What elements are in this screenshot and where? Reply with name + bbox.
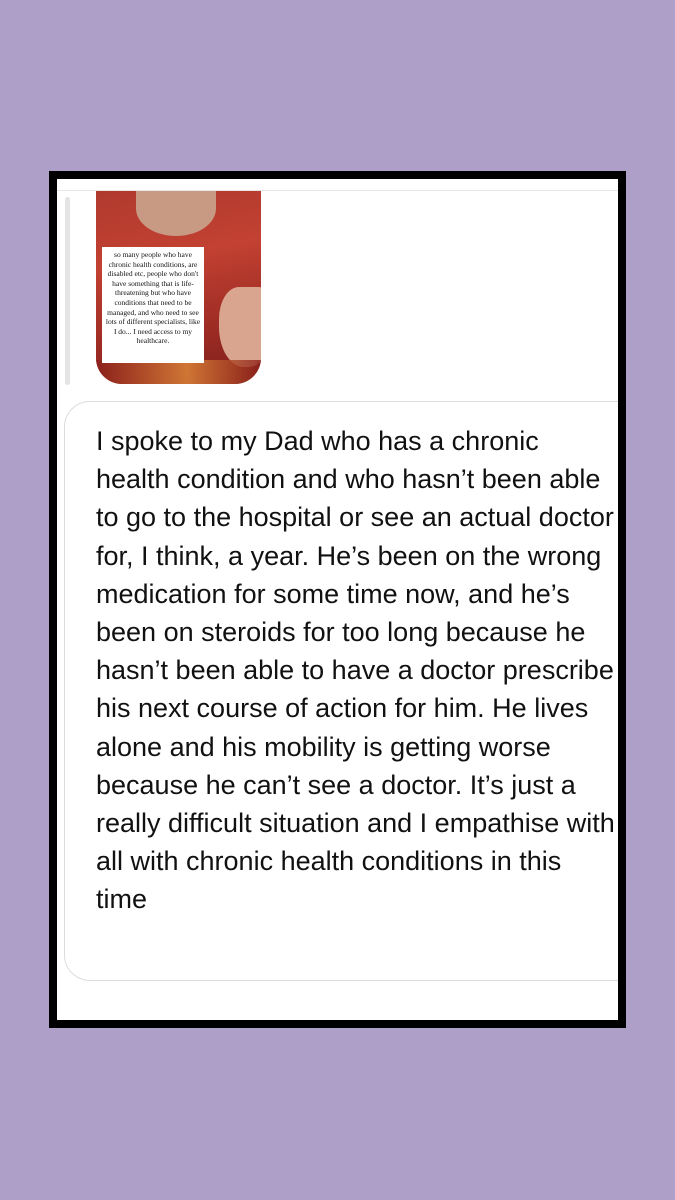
screenshot-frame [49,171,626,1028]
story-caption-text: so many people who have chronic health conditions, are disabled etc, people who don't have something that is life-threatening but who have conditions that need to be managed, and who need to see lots of different specialists, like I do... I need access to my healthcare. [102,247,204,363]
message-text: I spoke to my Dad who has a chronic health condition and who hasn’t been able to go to the hospital or see an actual doctor for, I think, a year. He’s been on the wrong medication for some time now, and he’s been on steroids for too long because he hasn’t been able to have a doctor prescribe his next course of action for him. He lives alone and his mobility is getting worse because he can’t see a doctor. It’s just a really difficult situation and I empathise with all with chronic health conditions in this time [96,426,615,915]
reply-indicator-bar [65,197,70,385]
story-reply-thumbnail[interactable] [96,191,261,384]
dm-conversation-view [57,179,618,1020]
thumbnail-person-neck [136,191,216,236]
thumbnail-person-hand [219,287,261,367]
message-bubble[interactable] [64,401,618,981]
thumbnail-bottom-glow [96,360,261,384]
